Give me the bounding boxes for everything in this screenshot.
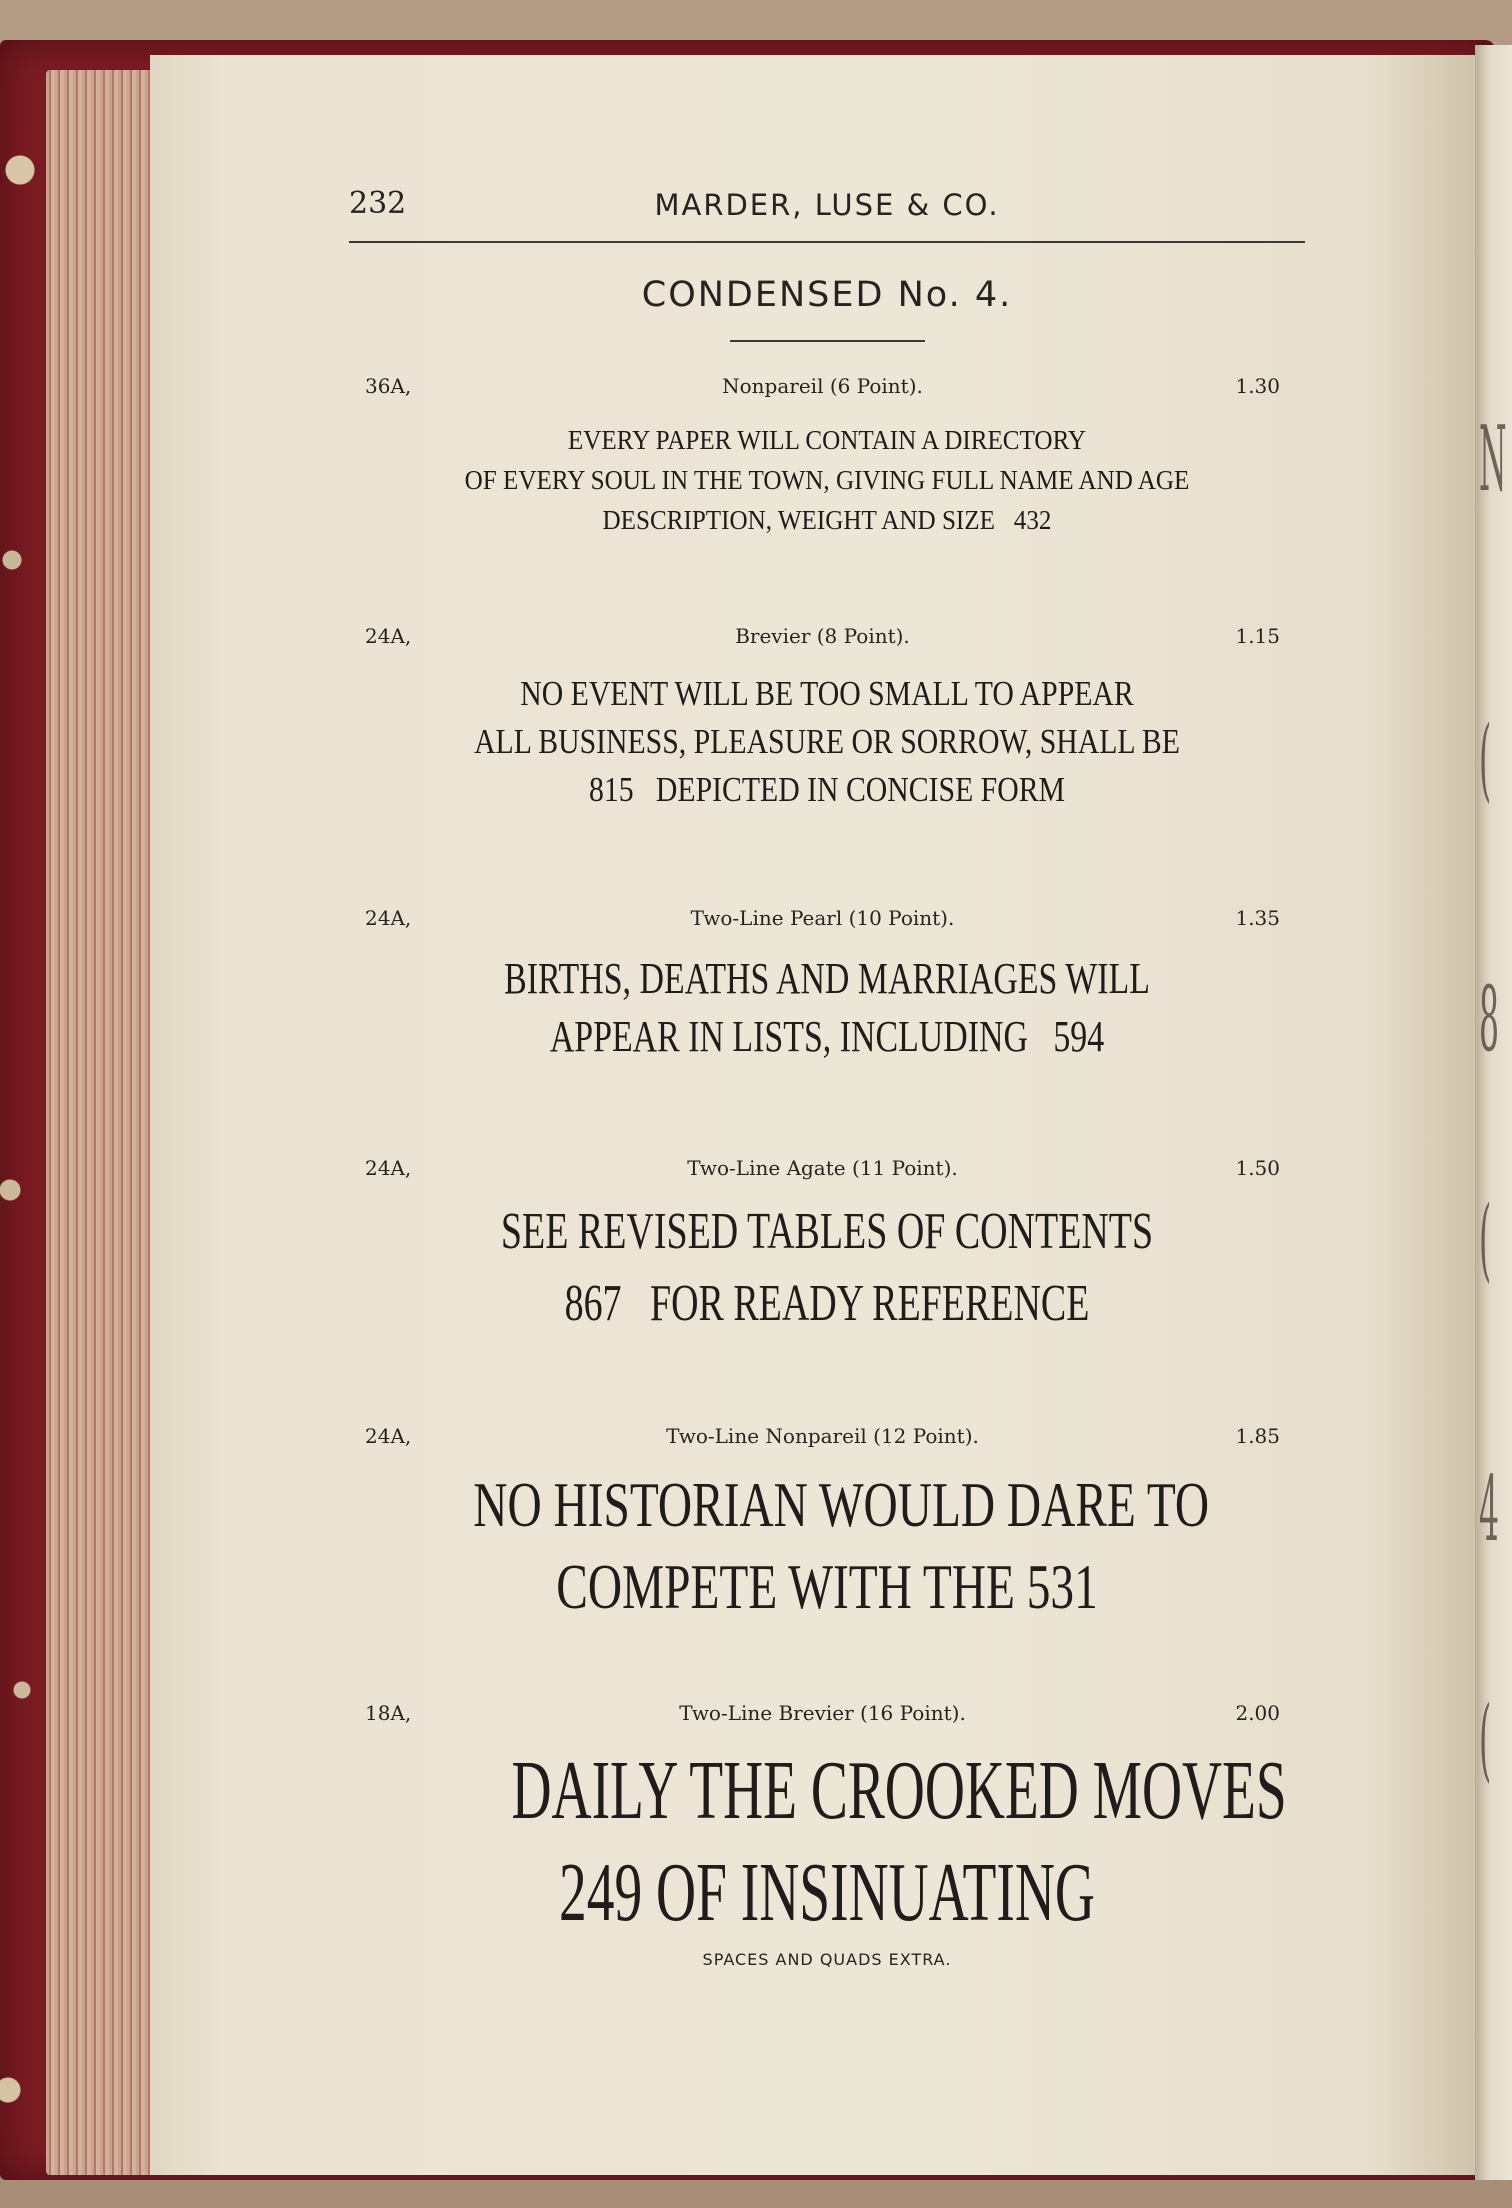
specimen-meta [365, 374, 1280, 404]
font-price: 2.00 [1235, 1701, 1280, 1725]
font-price: 1.30 [1235, 374, 1280, 398]
header-rule [349, 241, 1305, 243]
specimen-line: DAILY THE CROOKED MOVES [511, 1744, 1287, 1837]
font-quantity: 36A, [365, 374, 412, 398]
running-head: MARDER, LUSE & CO. [654, 188, 1000, 222]
font-quantity: 24A, [365, 1424, 412, 1448]
specimen-meta [365, 1701, 1280, 1731]
font-size-name: Two-Line Nonpareil (12 Point). [666, 1424, 979, 1448]
specimen-line: EVERY PAPER WILL CONTAIN A DIRECTORY [567, 425, 1087, 455]
specimen-sample [349, 1740, 1305, 1944]
specimen-line: OF EVERY SOUL IN THE TOWN, GIVING FULL NAME AND AGE [464, 465, 1190, 495]
page-number: 232 [349, 186, 407, 221]
specimen-sample [349, 950, 1305, 1066]
bleed-glyph: ( [1479, 1187, 1492, 1292]
font-size-name: Brevier (8 Point). [735, 624, 910, 648]
font-quantity: 24A, [365, 624, 412, 648]
specimen-line: ALL BUSINESS, PLEASURE OR SORROW, SHALL BE [474, 722, 1180, 761]
bleed-glyph: N [1479, 407, 1507, 512]
specimen-sample [349, 1464, 1305, 1628]
specimen-line: BIRTHS, DEATHS AND MARRIAGES WILL [504, 954, 1150, 1003]
font-quantity: 24A, [365, 1156, 412, 1180]
footer-note: SPACES AND QUADS EXTRA. [702, 1950, 952, 1969]
specimen-meta [365, 1424, 1280, 1454]
bleed-glyph: 8 [1479, 967, 1500, 1072]
font-size-name: Nonpareil (6 Point). [722, 374, 923, 398]
specimen-line: 815 DEPICTED IN CONCISE FORM [588, 770, 1066, 809]
bleed-glyph: ( [1479, 1687, 1492, 1792]
font-quantity: 24A, [365, 906, 412, 930]
specimen-line: NO HISTORIAN WOULD DARE TO [473, 1469, 1210, 1540]
specimen-meta [365, 624, 1280, 654]
specimen-line: APPEAR IN LISTS, INCLUDING 594 [549, 1012, 1105, 1061]
font-size-name: Two-Line Pearl (10 Point). [690, 906, 955, 930]
specimen-line: 867 FOR READY REFERENCE [564, 1275, 1090, 1332]
font-price: 1.85 [1235, 1424, 1280, 1448]
section-title: CONDENSED No. 4. [641, 275, 1013, 315]
specimen-sample [349, 1196, 1305, 1340]
font-size-name: Two-Line Brevier (16 Point). [679, 1701, 966, 1725]
font-price: 1.35 [1235, 906, 1280, 930]
specimen-line: DESCRIPTION, WEIGHT AND SIZE 432 [602, 505, 1052, 535]
specimen-line: 249 OF INSINUATING [559, 1846, 1095, 1939]
specimen-meta [365, 906, 1280, 936]
font-price: 1.15 [1235, 624, 1280, 648]
specimen-meta [365, 1156, 1280, 1186]
font-price: 1.50 [1235, 1156, 1280, 1180]
specimen-line: NO EVENT WILL BE TOO SMALL TO APPEAR [520, 674, 1134, 713]
specimen-line: COMPETE WITH THE 531 [556, 1551, 1098, 1622]
specimen-sample [349, 670, 1305, 814]
page-header [349, 180, 1305, 230]
specimen-line: SEE REVISED TABLES OF CONTENTS [500, 1203, 1154, 1260]
specimen-sample [349, 420, 1305, 540]
title-rule [730, 340, 925, 342]
font-size-name: Two-Line Agate (11 Point). [687, 1156, 958, 1180]
font-quantity: 18A, [365, 1701, 412, 1725]
bleed-glyph: ( [1479, 707, 1492, 812]
bleed-glyph: 4 [1479, 1457, 1500, 1562]
